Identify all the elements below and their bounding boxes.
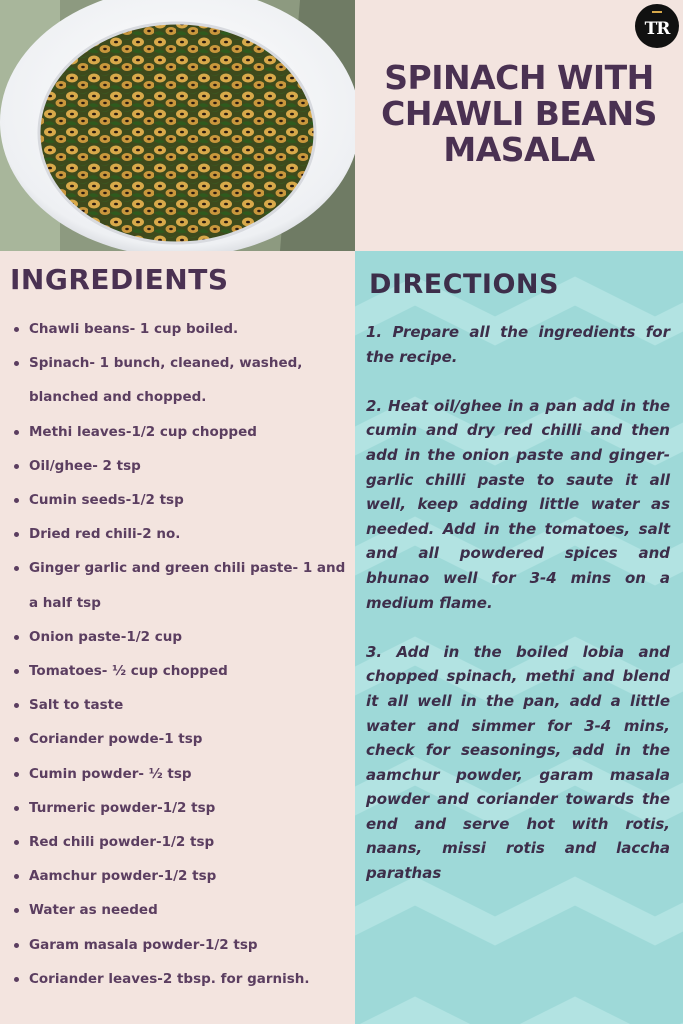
site-logo[interactable] xyxy=(635,4,679,48)
recipe-title xyxy=(355,60,683,168)
direction-step: 3. Add in the boiled lobia and chopped spinach, methi and blend it all well in the pan, add a little water and simmer for 3-4 mins, check for seasonings, add in the aamchur powder, garam masala powder and coriander towards the end and serve hot with rotis, naans, missi rotis and laccha parathas xyxy=(366,642,670,883)
title-line-2: CHAWLI BEANS xyxy=(381,94,657,133)
directions-heading: DIRECTIONS xyxy=(369,269,559,300)
ingredient-item: Methi leaves-1/2 cup chopped xyxy=(8,415,348,449)
ingredient-item: Cumin powder- ½ tsp xyxy=(8,757,348,791)
ingredient-item: Spinach- 1 bunch, cleaned, washed, blanched and chopped. xyxy=(8,346,348,414)
directions-panel xyxy=(355,251,683,1024)
ingredients-panel xyxy=(0,251,355,1024)
ingredient-item: Coriander powde-1 tsp xyxy=(8,722,348,756)
ingredient-item: Oil/ghee- 2 tsp xyxy=(8,449,348,483)
direction-step: 2. Heat oil/ghee in a pan add in the cumin and dry red chilli and then add in the onion paste and ginger-garlic chilli paste to saute it all well, keep adding little water as needed. Add in the tomatoes, salt and all powdered spices and bhunao well for 3-4 mins on a medium flame. xyxy=(366,396,670,612)
title-line-1: SPINACH WITH xyxy=(384,58,654,97)
ingredient-item: Tomatoes- ½ cup chopped xyxy=(8,654,348,688)
crown-icon xyxy=(652,11,662,18)
ingredient-item: Water as needed xyxy=(8,893,348,927)
ingredients-heading: INGREDIENTS xyxy=(10,263,229,296)
ingredient-item: Dried red chili-2 no. xyxy=(8,517,348,551)
ingredient-item: Aamchur powder-1/2 tsp xyxy=(8,859,348,893)
ingredient-item: Red chili powder-1/2 tsp xyxy=(8,825,348,859)
ingredient-item: Chawli beans- 1 cup boiled. xyxy=(8,312,348,346)
ingredients-list xyxy=(8,312,348,996)
ingredient-item: Salt to taste xyxy=(8,688,348,722)
title-line-3: MASALA xyxy=(443,130,595,169)
ingredient-item: Turmeric powder-1/2 tsp xyxy=(8,791,348,825)
logo-text: TR xyxy=(644,19,670,39)
ingredient-item: Garam masala powder-1/2 tsp xyxy=(8,928,348,962)
ingredient-item: Cumin seeds-1/2 tsp xyxy=(8,483,348,517)
title-panel xyxy=(355,0,683,251)
ingredient-item: Coriander leaves-2 tbsp. for garnish. xyxy=(8,962,348,996)
dish-photo xyxy=(0,0,355,251)
directions-text xyxy=(366,320,670,910)
direction-step: 1. Prepare all the ingredients for the recipe. xyxy=(366,323,670,366)
ingredient-item: Ginger garlic and green chili paste- 1 and a half tsp xyxy=(8,551,348,619)
ingredient-item: Onion paste-1/2 cup xyxy=(8,620,348,654)
